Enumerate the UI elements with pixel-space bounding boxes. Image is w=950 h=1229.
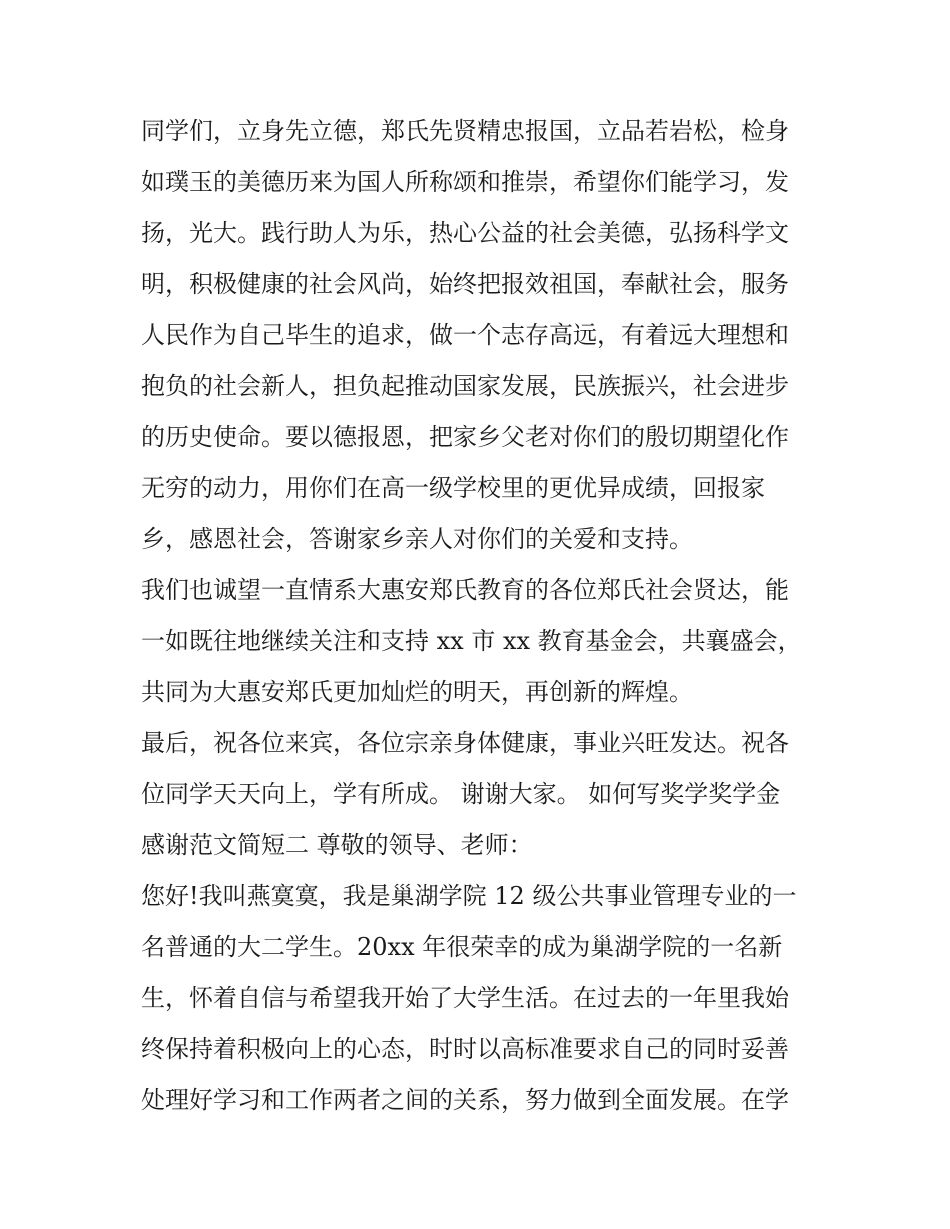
text-line-18: 生，怀着自信与希望我开始了大学生活。在过去的一年里我始 [141,984,789,1012]
text-line-15: 感谢范文简短二 尊敬的领导、老师： [141,831,533,859]
text-line-8: 无穷的动力，用你们在高一级学校里的更优异成绩，回报家 [141,474,765,502]
text-line-7: 的历史使命。要以德报恩，把家乡父老对你们的殷切期望化作 [141,423,789,451]
text-line-11: 一如既往地继续关注和支持 xx 市 xx 教育基金会，共襄盛会， [141,627,802,655]
text-line-5: 人民作为自己毕生的追求，做一个志存高远，有着远大理想和 [141,321,789,349]
text-line-3: 扬，光大。践行助人为乐，热心公益的社会美德，弘扬科学文 [141,219,789,247]
text-line-20: 处理好学习和工作两者之间的关系，努力做到全面发展。在学 [141,1086,789,1114]
text-line-19: 终保持着积极向上的心态，时时以高标准要求自己的同时妥善 [141,1035,789,1063]
text-line-4: 明，积极健康的社会风尚，始终把报效祖国，奉献社会，服务 [141,270,789,298]
text-line-1: 同学们，立身先立德，郑氏先贤精忠报国，立品若岩松，检身 [141,117,789,145]
text-line-2: 如璞玉的美德历来为国人所称颂和推崇，希望你们能学习，发 [141,168,789,196]
text-line-17: 名普通的大二学生。20xx 年很荣幸的成为巢湖学院的一名新 [141,933,783,961]
document-body [141,106,821,1126]
text-line-9: 乡，感恩社会，答谢家乡亲人对你们的关爱和支持。 [141,525,693,553]
text-line-16: 您好!我叫燕寞寞，我是巢湖学院 12 级公共事业管理专业的一 [141,882,797,910]
text-line-13: 最后，祝各位来宾，各位宗亲身体健康，事业兴旺发达。祝各 [141,729,789,757]
text-line-12: 共同为大惠安郑氏更加灿烂的明天，再创新的辉煌。 [141,678,693,706]
text-line-10: 我们也诚望一直情系大惠安郑氏教育的各位郑氏社会贤达，能 [141,576,789,604]
text-line-6: 抱负的社会新人，担负起推动国家发展，民族振兴，社会进步 [141,372,789,400]
text-line-14: 位同学天天向上，学有所成。 谢谢大家。 如何写奖学奖学金 [141,780,781,808]
